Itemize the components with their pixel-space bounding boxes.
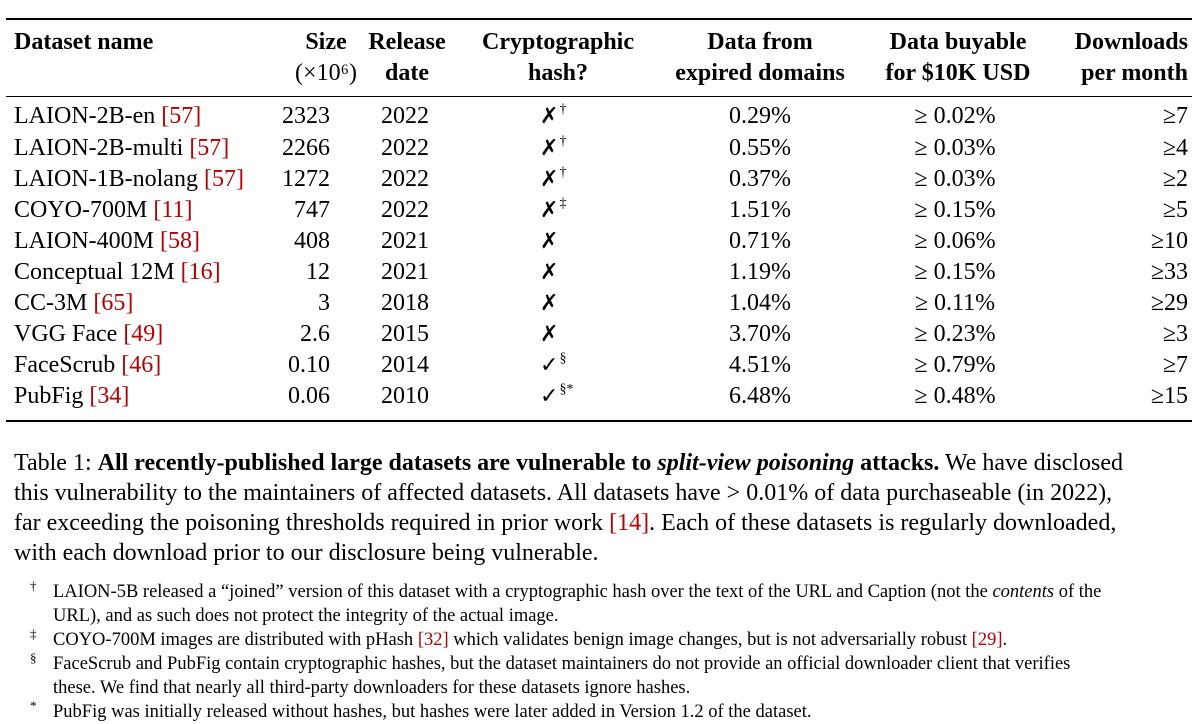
table-bottom-rule (6, 420, 1192, 422)
data-buyable-cell: ≥ 0.03% (914, 166, 996, 192)
size-cell: 2266 (282, 135, 330, 161)
release-date-cell: 2014 (381, 352, 429, 378)
table-row (0, 288, 1200, 319)
cross-mark-icon: ✗ (540, 136, 559, 161)
release-date-cell: 2015 (381, 321, 429, 347)
downloads-cell: ≥7 (1162, 103, 1188, 129)
table-row (0, 133, 1200, 164)
citation-link[interactable]: [34] (89, 383, 130, 409)
size-cell: 3 (318, 290, 330, 316)
downloads-cell: ≥3 (1162, 321, 1188, 347)
expired-domains-cell: 1.19% (729, 259, 791, 285)
expired-domains-cell: 3.70% (729, 321, 791, 347)
hash-status-cell (540, 319, 580, 353)
downloads-cell: ≥15 (1150, 383, 1188, 409)
dataset-name-cell: LAION-400M [58] (14, 228, 200, 254)
citation-link[interactable]: [58] (159, 228, 200, 254)
expired-domains-cell: 0.37% (729, 166, 791, 192)
header-data-buyable: Data buyable for $10K USD (885, 29, 1031, 86)
size-cell: 2323 (282, 103, 330, 129)
citation-link[interactable]: [65] (93, 290, 134, 316)
header-release-date: Release date (368, 29, 446, 86)
footnote-mark: ‡ (30, 626, 37, 641)
citation-link[interactable]: [14] (609, 510, 650, 536)
footnote-mark: † (559, 102, 567, 117)
caption-bold-italic: split-view poisoning (657, 450, 855, 476)
dataset-name-cell: FaceScrub [46] (14, 352, 162, 378)
expired-domains-cell: 0.29% (729, 103, 791, 129)
dataset-name-cell: CC-3M [65] (14, 290, 134, 316)
cross-mark-icon: ✗ (540, 198, 559, 223)
expired-domains-cell: 6.48% (729, 383, 791, 409)
expired-domains-cell: 4.51% (729, 352, 791, 378)
data-buyable-cell: ≥ 0.48% (914, 383, 996, 409)
header-downloads: Downloads per month (1074, 29, 1188, 86)
citation-link[interactable]: [49] (123, 321, 164, 347)
footnote-mark: † (559, 165, 567, 180)
downloads-cell: ≥10 (1150, 228, 1188, 254)
hash-status-cell (540, 195, 580, 229)
dataset-name-cell: PubFig [34] (14, 383, 130, 409)
table-row (0, 350, 1200, 381)
cross-mark-icon: ✗ (540, 104, 559, 129)
data-buyable-cell: ≥ 0.15% (914, 197, 996, 223)
hash-status-cell (540, 381, 580, 415)
dataset-name-cell: LAION-2B-en [57] (14, 103, 202, 129)
release-date-cell: 2022 (381, 197, 429, 223)
release-date-cell: 2022 (381, 166, 429, 192)
cross-mark-icon: ✗ (540, 322, 559, 347)
table-row (0, 226, 1200, 257)
paper-page: Dataset name Size (×10⁶) Release date Cryptographic hash? Data from expired domains Data buyable for $10K USD Downloads per month LAION-2B-en [57] 2323 2022 ✗† 0.29% ≥ 0.02% ≥7 LAION-2B-multi [57] 2266 2022 ✗† 0.55% ≥ 0.03% ≥4 LAION-1B-nolang [57] 1272 2022 ✗† 0.37% ≥ 0.03% ≥2 COYO-700M [11] 747 2022 ✗‡ 1.51% ≥ 0.15% ≥5 LAION-400M [58] 408 2021 ✗ 0.71% ≥ 0.06% ≥10 Conceptual 12M [16] 12 2021 ✗ 1.19% ≥ 0.15% ≥33 CC-3M [65] 3 2018 ✗ 1.04% ≥ 0.11% ≥29 VGG Face [49] 2.6 2015 ✗ 3.70% ≥ 0.23% ≥3 FaceScrub [46] 0.10 2014 ✓§ 4.51% ≥ 0.79% ≥7 PubFig [34] 0.06 2010 ✓§* 6.48% ≥ 0.48% ≥15 Table 1: All recently-published large datasets are vulnerable to split-view poisoning attacks. We have disclosed this vulnerability to the maintainers of affected datasets. All datasets have > 0.01% of data purchaseable (in 2022), far exceeding the poisoning thresholds required in prior work [14]. Each of these datasets is regularly downloaded, with each download prior to our disclosure being vulnerable. † LAION-5B released a “joined” version of this dataset with a cryptographic hash over the text of the URL and Caption (not the contents of the URL), and as such does not protect the integrity of the actual image. ‡ COYO-700M images are distributed with pHash [32] which validates benign image changes, but is not adversarially robust [29]. § FaceScrub and PubFig contain cryptographic hashes, but the dataset maintainers do not provide an official downloader client that verifies these. We find that nearly all third-party downloaders for these datasets ignore hashes. * PubFig was initially released without hashes, but hashes were later added in Version 1.2 of the dataset. (0, 0, 1200, 724)
data-buyable-cell: ≥ 0.79% (914, 352, 996, 378)
header-size: Size (×10⁶) (295, 29, 357, 86)
footnote-mark: § (559, 351, 567, 366)
expired-domains-cell: 1.04% (729, 290, 791, 316)
hash-status-cell (540, 101, 580, 135)
caption-line: this vulnerability to the maintainers of affected datasets. All datasets have > 0.01% of data purchaseable (in 2022), (14, 480, 1113, 506)
data-buyable-cell: ≥ 0.11% (914, 290, 996, 316)
citation-link[interactable]: [57] (189, 135, 230, 161)
hash-status-cell (540, 164, 580, 198)
header-dataset-name: Dataset name (14, 29, 154, 55)
table-top-rule (6, 18, 1192, 20)
release-date-cell: 2018 (381, 290, 429, 316)
data-buyable-cell: ≥ 0.23% (914, 321, 996, 347)
citation-link[interactable]: [57] (161, 103, 202, 129)
hash-status-cell (540, 288, 580, 322)
footnote-mark: ‡ (559, 196, 567, 211)
expired-domains-cell: 0.55% (729, 135, 791, 161)
cross-mark-icon: ✗ (540, 291, 559, 316)
citation-link[interactable]: [32] (417, 630, 449, 650)
dataset-name-cell: LAION-1B-nolang [57] (14, 166, 244, 192)
hash-status-cell (540, 257, 580, 291)
footnote-mark: § (30, 650, 37, 665)
release-date-cell: 2022 (381, 135, 429, 161)
size-cell: 0.06 (288, 383, 330, 409)
table-row (0, 101, 1200, 132)
downloads-cell: ≥29 (1150, 290, 1188, 316)
check-mark-icon: ✓ (540, 384, 559, 409)
table-caption (14, 448, 1194, 568)
hash-status-cell (540, 226, 580, 260)
size-cell: 408 (294, 228, 330, 254)
dataset-name-cell: Conceptual 12M [16] (14, 259, 221, 285)
table-row (0, 381, 1200, 412)
header-cryptographic-hash: Cryptographic hash? (482, 29, 634, 86)
footnote-mark: * (30, 698, 37, 713)
size-cell: 1272 (282, 166, 330, 192)
hash-status-cell (540, 350, 580, 384)
expired-domains-cell: 0.71% (729, 228, 791, 254)
caption-bold: All recently-published large datasets are vulnerable to (97, 450, 658, 476)
downloads-cell: ≥7 (1162, 352, 1188, 378)
release-date-cell: 2022 (381, 103, 429, 129)
table-row (0, 195, 1200, 226)
footnote-mark: † (30, 578, 37, 593)
expired-domains-cell: 1.51% (729, 197, 791, 223)
footnote-mark: † (559, 134, 567, 149)
release-date-cell: 2010 (381, 383, 429, 409)
hash-status-cell (540, 133, 580, 167)
size-cell: 747 (294, 197, 330, 223)
table-row (0, 164, 1200, 195)
citation-link[interactable]: [57] (203, 166, 244, 192)
size-cell: 0.10 (288, 352, 330, 378)
caption-line: Table 1: All recently-published large datasets are vulnerable to split-view poisoning attacks. We have disclosed (14, 450, 1123, 476)
release-date-cell: 2021 (381, 228, 429, 254)
downloads-cell: ≥4 (1162, 135, 1188, 161)
table-row (0, 257, 1200, 288)
citation-link[interactable]: [16] (180, 259, 221, 285)
dataset-name-cell: VGG Face [49] (14, 321, 164, 347)
size-cell: 2.6 (300, 321, 330, 347)
table-row (0, 319, 1200, 350)
size-cell: 12 (306, 259, 330, 285)
caption-line: with each download prior to our disclosure being vulnerable. (14, 540, 599, 566)
cross-mark-icon: ✗ (540, 167, 559, 192)
cross-mark-icon: ✗ (540, 229, 559, 254)
release-date-cell: 2021 (381, 259, 429, 285)
footnote-mark: §* (559, 382, 574, 397)
cross-mark-icon: ✗ (540, 260, 559, 285)
dataset-name-cell: COYO-700M [11] (14, 197, 193, 223)
citation-link[interactable]: [11] (153, 197, 193, 223)
data-buyable-cell: ≥ 0.06% (914, 228, 996, 254)
data-buyable-cell: ≥ 0.03% (914, 135, 996, 161)
caption-line: far exceeding the poisoning thresholds required in prior work [14]. Each of these datasets is regularly downloaded, (14, 510, 1117, 536)
downloads-cell: ≥5 (1162, 197, 1188, 223)
check-mark-icon: ✓ (540, 353, 559, 378)
citation-link[interactable]: [29] (971, 630, 1003, 650)
header-expired-domains: Data from expired domains (675, 29, 845, 86)
data-buyable-cell: ≥ 0.15% (914, 259, 996, 285)
dataset-name-cell: LAION-2B-multi [57] (14, 135, 230, 161)
citation-link[interactable]: [46] (121, 352, 162, 378)
data-buyable-cell: ≥ 0.02% (914, 103, 996, 129)
table-header-rule (6, 96, 1192, 97)
downloads-cell: ≥2 (1162, 166, 1188, 192)
downloads-cell: ≥33 (1150, 259, 1188, 285)
